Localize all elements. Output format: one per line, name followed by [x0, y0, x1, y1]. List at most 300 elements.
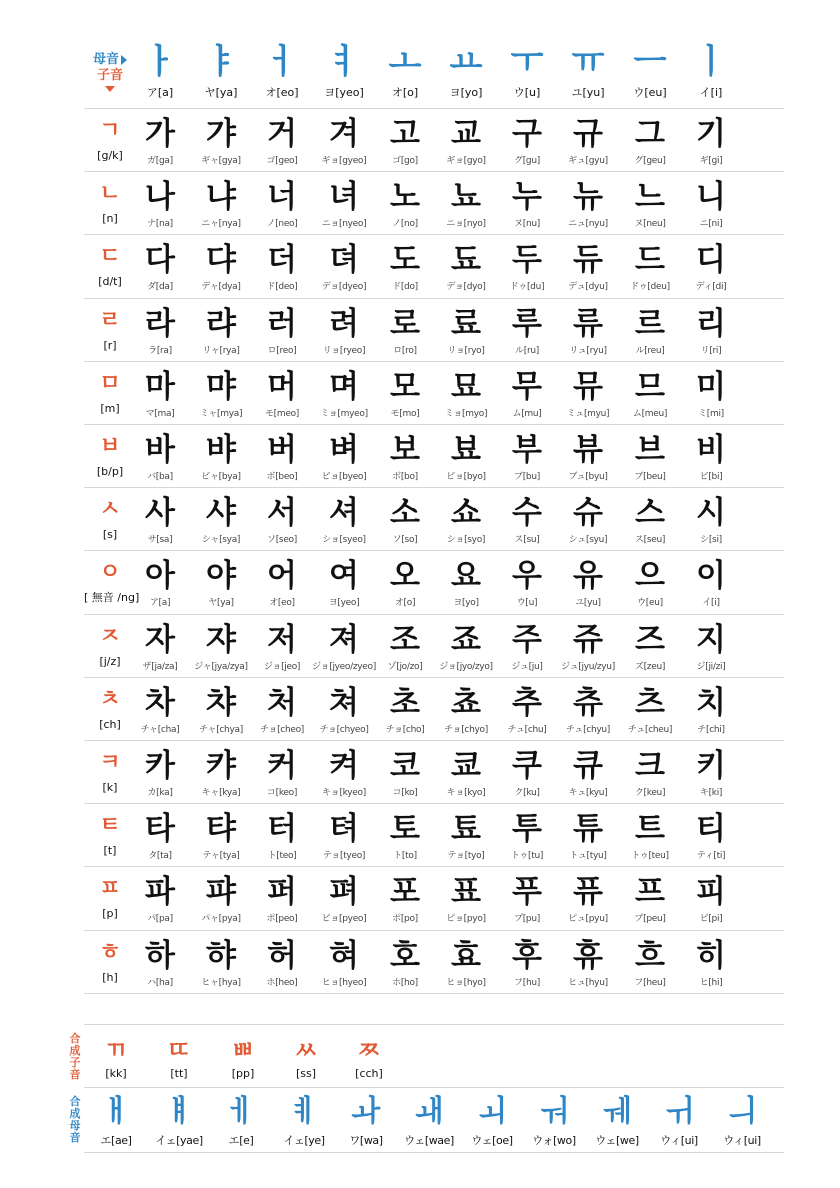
double-consonant-jamo: ㅃ — [231, 1036, 255, 1064]
consonant-jamo: ㄹ — [99, 308, 121, 333]
syllable: 흐 — [635, 938, 665, 974]
syllable-cell — [495, 559, 559, 609]
syllable-reading: ジ[ji/zi] — [696, 662, 726, 672]
syllable-reading: チョ[cheo] — [259, 725, 305, 735]
syllable: 저 — [267, 622, 297, 658]
syllable-reading: ロ[ro] — [393, 346, 417, 356]
syllable-reading: キ[ki] — [699, 788, 723, 798]
syllable-reading: ビ[bi] — [699, 472, 723, 482]
syllable-cell — [373, 939, 437, 989]
syllable: 도 — [390, 242, 420, 278]
syllable-cell — [556, 812, 620, 862]
syllable-cell — [312, 749, 376, 799]
syllable-cell — [312, 559, 376, 609]
syllable-cell — [618, 812, 682, 862]
syllable: 켜 — [329, 748, 359, 784]
syllable: 누 — [512, 179, 542, 215]
compound-vowel-jamo: ㅝ — [539, 1094, 569, 1129]
compound-vowel-cell — [209, 1096, 273, 1148]
compound-vowel-jamo: ㅐ — [101, 1094, 131, 1129]
consonant-romanization: [b/p] — [96, 465, 124, 478]
double-consonant-cell — [337, 1037, 401, 1081]
syllable-cell — [189, 686, 253, 736]
consonant-row — [84, 867, 784, 930]
compound-vowel-cell — [522, 1096, 586, 1148]
syllable-reading: モ[meo] — [264, 409, 300, 419]
double-consonant-jamo: ㅉ — [357, 1036, 381, 1064]
vowel-jamo: ㅜ — [510, 42, 544, 82]
syllable: 표 — [451, 874, 481, 910]
syllable: 주 — [512, 622, 542, 658]
syllable-cell — [373, 559, 437, 609]
consonant-jamo: ㅁ — [99, 371, 121, 396]
syllable: 머 — [267, 369, 297, 405]
syllable-cell — [189, 875, 253, 925]
consonant-romanization: [j/z] — [99, 655, 121, 668]
syllable: 챠 — [206, 685, 236, 721]
syllable-reading: ニャ[nya] — [201, 219, 241, 229]
syllable-cell — [434, 623, 498, 673]
syllable: 고 — [390, 116, 420, 152]
consonant-romanization: [t] — [103, 844, 117, 857]
syllable-reading: チュ[cheu] — [627, 725, 673, 735]
vowel-reading: オ[o] — [391, 86, 419, 99]
syllable: 초 — [390, 685, 420, 721]
vowel-reading: ヨ[yo] — [449, 86, 483, 99]
syllable: 카 — [145, 748, 175, 784]
syllable-reading: パャ[pya] — [201, 914, 241, 924]
syllable-cell — [495, 939, 559, 989]
consonant-jamo: ㄴ — [99, 181, 121, 206]
arrow-right-icon — [121, 55, 127, 65]
syllable: 키 — [696, 748, 726, 784]
syllable: 기 — [696, 116, 726, 152]
syllable-cell — [679, 370, 743, 420]
consonant-jamo: ㅎ — [99, 940, 121, 965]
syllable-reading: テョ[tyo] — [447, 851, 485, 861]
syllable: 뇨 — [451, 179, 481, 215]
syllable-reading: テャ[tya] — [202, 851, 240, 861]
consonant-jamo: ㅌ — [99, 813, 121, 838]
consonant-row — [84, 299, 784, 362]
vowel-cell — [250, 44, 314, 100]
vowel-jamo: ㅑ — [204, 42, 238, 82]
double-consonant-jamo: ㅆ — [294, 1036, 318, 1064]
consonant-row — [84, 109, 784, 172]
syllable-cell — [679, 180, 743, 230]
syllable: 비 — [696, 432, 726, 468]
syllable: 리 — [696, 306, 726, 342]
vowel-reading: ア[a] — [146, 86, 174, 99]
syllable: 혀 — [329, 938, 359, 974]
syllable-cell — [312, 243, 376, 293]
syllable: 죠 — [451, 622, 481, 658]
syllable: 차 — [145, 685, 175, 721]
consonant-row — [84, 172, 784, 235]
vowel-jamo: ㅕ — [327, 42, 361, 82]
syllable-reading: ギャ[gya] — [201, 156, 241, 166]
vowel-reading: ウ[u] — [513, 86, 541, 99]
syllable-cell — [128, 370, 192, 420]
syllable-cell — [556, 370, 620, 420]
syllable-cell — [373, 370, 437, 420]
vowel-cell — [189, 44, 253, 100]
syllable-cell — [434, 370, 498, 420]
syllable-cell — [128, 117, 192, 167]
syllable: 지 — [696, 622, 726, 658]
syllable-cell — [556, 496, 620, 546]
syllable: 트 — [635, 811, 665, 847]
syllable-reading: ガ[ga] — [147, 156, 173, 166]
syllable-reading: バ[ba] — [147, 472, 173, 482]
syllable-cell — [556, 307, 620, 357]
syllable: 부 — [512, 432, 542, 468]
syllable-cell — [250, 875, 314, 925]
syllable-reading: ゴ[go] — [392, 156, 418, 166]
syllable: 오 — [390, 558, 420, 594]
syllable-reading: ピョ[pyo] — [446, 914, 486, 924]
syllable-cell — [189, 749, 253, 799]
compound-vowel-cell — [397, 1096, 461, 1148]
compound-vowel-reading: イェ[yae] — [155, 1134, 203, 1147]
vowel-jamo: ㅡ — [633, 42, 667, 82]
syllable: 호 — [390, 938, 420, 974]
syllable-cell — [373, 496, 437, 546]
syllable-reading: チョ[chyo] — [444, 725, 488, 735]
syllable-cell — [679, 749, 743, 799]
compound-vowel-reading: イェ[ye] — [283, 1134, 325, 1147]
vowel-cell — [618, 44, 682, 100]
vowel-reading: ヤ[ya] — [204, 86, 238, 99]
double-consonant-jamo: ㄲ — [104, 1036, 128, 1064]
syllable-cell — [189, 433, 253, 483]
syllable-reading: キュ[kyu] — [568, 788, 608, 798]
syllable-cell — [679, 433, 743, 483]
syllable-cell — [312, 433, 376, 483]
syllable-reading: ブ[beu] — [634, 472, 666, 482]
syllable-reading: ギョ[gyeo] — [321, 156, 367, 166]
syllable-cell — [434, 939, 498, 989]
syllable: 피 — [696, 874, 726, 910]
syllable-cell — [373, 812, 437, 862]
syllable: 츄 — [573, 685, 603, 721]
syllable-cell — [312, 875, 376, 925]
compound-vowel-reading: エ[ae] — [100, 1134, 132, 1147]
double-consonant-romanization: [kk] — [105, 1067, 127, 1080]
compound-vowel-label — [68, 1096, 82, 1144]
syllable: 니 — [696, 179, 726, 215]
syllable-reading: ミョ[myo] — [444, 409, 488, 419]
syllable-reading: ショ[syeo] — [322, 535, 366, 545]
compound-vowel-reading: ワ[wa] — [349, 1134, 383, 1147]
syllable-cell — [556, 623, 620, 673]
syllable: 더 — [267, 242, 297, 278]
compound-vowel-cell — [272, 1096, 336, 1148]
consonant-romanization: [h] — [102, 971, 118, 984]
syllable: 탸 — [206, 811, 236, 847]
syllable-reading: グ[gu] — [514, 156, 540, 166]
syllable-reading: ボ[beo] — [266, 472, 298, 482]
syllable-reading: ソ[seo] — [267, 535, 297, 545]
syllable: 즈 — [635, 622, 665, 658]
syllable-reading: パ[pa] — [147, 914, 173, 924]
syllable-reading: チュ[chu] — [507, 725, 547, 735]
compound-vowel-jamo: ㅢ — [727, 1094, 757, 1129]
syllable-reading: ゾ[jo/zo] — [387, 662, 423, 672]
compound-vowel-cell — [710, 1096, 774, 1148]
syllable: 르 — [635, 306, 665, 342]
syllable-reading: トゥ[tu] — [510, 851, 544, 861]
syllable-cell — [250, 243, 314, 293]
syllable-cell — [434, 875, 498, 925]
syllable: 추 — [512, 685, 542, 721]
syllable-cell — [312, 370, 376, 420]
syllable: 큐 — [573, 748, 603, 784]
syllable-cell — [434, 117, 498, 167]
double-consonant-romanization: [pp] — [231, 1067, 255, 1080]
syllable: 모 — [390, 369, 420, 405]
syllable: 쿠 — [512, 748, 542, 784]
label-char: 母 — [69, 1119, 81, 1132]
syllable-cell — [128, 749, 192, 799]
double-consonant-cell — [84, 1037, 148, 1081]
syllable-reading: ニョ[nyeo] — [321, 219, 367, 229]
syllable-reading: フ[hu] — [514, 978, 540, 988]
section-divider — [84, 1152, 784, 1153]
syllable: 므 — [635, 369, 665, 405]
syllable-cell — [128, 559, 192, 609]
syllable-cell — [250, 180, 314, 230]
syllable-reading: サ[sa] — [147, 535, 173, 545]
compound-vowel-reading: エ[e] — [228, 1134, 254, 1147]
syllable-cell — [434, 180, 498, 230]
syllable-cell — [679, 812, 743, 862]
syllable-reading: シ[si] — [700, 535, 722, 545]
syllable-reading: チョ[chyeo] — [319, 725, 369, 735]
syllable-cell — [128, 496, 192, 546]
vowel-reading: ヨ[yeo] — [324, 86, 364, 99]
syllable-reading: ジョ[jyeo/zyeo] — [312, 662, 376, 672]
syllable: 로 — [390, 306, 420, 342]
consonant-jamo: ㅇ — [99, 560, 121, 585]
syllable-cell — [679, 623, 743, 673]
syllable-reading: タ[ta] — [148, 851, 172, 861]
syllable-cell — [373, 243, 437, 293]
syllable-reading: ポ[peo] — [266, 914, 298, 924]
syllable: 류 — [573, 306, 603, 342]
syllable: 이 — [696, 558, 726, 594]
syllable-reading: イ[i] — [702, 598, 720, 608]
syllable: 랴 — [206, 306, 236, 342]
syllable: 티 — [696, 811, 726, 847]
syllable-reading: ゴ[geo] — [266, 156, 298, 166]
consonant-romanization: [m] — [100, 402, 120, 415]
syllable-reading: キョ[kyo] — [446, 788, 486, 798]
syllable-reading: ミュ[myu] — [566, 409, 610, 419]
syllable: 프 — [635, 874, 665, 910]
syllable-reading: チャ[cha] — [140, 725, 180, 735]
syllable-cell — [189, 180, 253, 230]
vowel-header-row — [84, 42, 784, 108]
syllable-cell — [618, 307, 682, 357]
syllable-cell — [312, 496, 376, 546]
double-consonant-cell — [274, 1037, 338, 1081]
syllable-reading: ロ[reo] — [267, 346, 297, 356]
vowel-cell — [128, 44, 192, 100]
syllable-cell — [618, 559, 682, 609]
syllable-reading: キャ[kya] — [201, 788, 241, 798]
syllable-reading: ドゥ[deu] — [630, 282, 670, 292]
vowel-cell — [373, 44, 437, 100]
compound-vowel-cell — [647, 1096, 711, 1148]
syllable: 냐 — [206, 179, 236, 215]
syllable: 바 — [145, 432, 175, 468]
syllable-cell — [128, 686, 192, 736]
syllable-reading: ジュ[ju] — [511, 662, 543, 672]
syllable-cell — [250, 939, 314, 989]
syllable-reading: ブュ[byu] — [568, 472, 608, 482]
vowel-jamo: ㅏ — [143, 42, 177, 82]
syllable-reading: ブ[bu] — [514, 472, 540, 482]
syllable-cell — [679, 559, 743, 609]
syllable-reading: ム[meu] — [632, 409, 668, 419]
syllable: 갸 — [206, 116, 236, 152]
syllable: 햐 — [206, 938, 236, 974]
syllable: 치 — [696, 685, 726, 721]
syllable-cell — [556, 686, 620, 736]
syllable-cell — [250, 686, 314, 736]
syllable: 노 — [390, 179, 420, 215]
syllable: 자 — [145, 622, 175, 658]
vowel-reading: ユ[yu] — [571, 86, 605, 99]
syllable: 뷰 — [573, 432, 603, 468]
syllable-cell — [434, 307, 498, 357]
syllable-reading: ド[do] — [392, 282, 418, 292]
syllable-reading: ム[mu] — [512, 409, 542, 419]
syllable-cell — [434, 749, 498, 799]
syllable: 됴 — [451, 242, 481, 278]
syllable-cell — [556, 180, 620, 230]
syllable-reading: ト[to] — [393, 851, 417, 861]
syllable: 조 — [390, 622, 420, 658]
consonant-jamo: ㅋ — [99, 750, 121, 775]
syllable: 먀 — [206, 369, 236, 405]
consonant-row — [84, 488, 784, 551]
vowel-cell — [556, 44, 620, 100]
syllable-cell — [189, 370, 253, 420]
syllable-cell — [556, 559, 620, 609]
syllable-reading: プ[peu] — [634, 914, 666, 924]
syllable-reading: ル[ru] — [515, 346, 539, 356]
syllable-reading: ジャ[jya/zya] — [194, 662, 248, 672]
syllable-cell — [128, 812, 192, 862]
syllable-reading: カ[ka] — [147, 788, 173, 798]
syllable: 샤 — [206, 495, 236, 531]
syllable-cell — [250, 623, 314, 673]
syllable-cell — [618, 939, 682, 989]
syllable: 퓨 — [573, 874, 603, 910]
syllable-cell — [250, 496, 314, 546]
vowel-reading: イ[i] — [699, 86, 723, 99]
double-consonant-label — [68, 1033, 82, 1081]
consonant-romanization: [ch] — [99, 718, 121, 731]
syllable-reading: ウ[u] — [516, 598, 538, 608]
syllable-cell — [189, 243, 253, 293]
syllable-reading: リャ[rya] — [202, 346, 240, 356]
syllable-reading: ティ[ti] — [696, 851, 726, 861]
syllable-reading: ホ[ho] — [392, 978, 418, 988]
syllable: 슈 — [573, 495, 603, 531]
syllable-reading: ニョ[nyo] — [446, 219, 486, 229]
syllable: 하 — [145, 938, 175, 974]
syllable: 마 — [145, 369, 175, 405]
syllable-reading: トュ[tyu] — [569, 851, 607, 861]
syllable-cell — [373, 623, 437, 673]
syllable: 느 — [635, 179, 665, 215]
syllable-cell — [189, 812, 253, 862]
label-char: 成 — [69, 1044, 81, 1057]
label-char: 音 — [69, 1068, 81, 1081]
syllable-reading: ダ[da] — [147, 282, 173, 292]
syllable-reading: シュ[syu] — [568, 535, 608, 545]
consonant-row — [84, 425, 784, 488]
syllable: 쥬 — [573, 622, 603, 658]
syllable-cell — [128, 939, 192, 989]
double-consonant-romanization: [cch] — [355, 1067, 383, 1080]
syllable-cell — [618, 117, 682, 167]
syllable-reading: ニュ[nyu] — [568, 219, 608, 229]
syllable-cell — [128, 875, 192, 925]
syllable-cell — [128, 623, 192, 673]
syllable-cell — [250, 370, 314, 420]
syllable: 댜 — [206, 242, 236, 278]
syllable: 히 — [696, 938, 726, 974]
syllable-cell — [618, 370, 682, 420]
vowel-cell — [495, 44, 559, 100]
syllable: 야 — [206, 558, 236, 594]
syllable-cell — [373, 307, 437, 357]
syllable: 소 — [390, 495, 420, 531]
consonant-romanization: [r] — [103, 339, 117, 352]
syllable: 어 — [267, 558, 297, 594]
syllable: 툐 — [451, 811, 481, 847]
compound-vowel-jamo: ㅘ — [351, 1094, 381, 1129]
syllable-reading: ビョ[byo] — [446, 472, 486, 482]
syllable-reading: ボ[bo] — [392, 472, 418, 482]
syllable: 텨 — [329, 811, 359, 847]
compound-vowel-section — [69, 1088, 784, 1152]
syllable-cell — [495, 243, 559, 293]
syllable-reading: ハ[ha] — [147, 978, 173, 988]
syllable: 셔 — [329, 495, 359, 531]
consonant-romanization: [p] — [102, 907, 118, 920]
syllable: 뵤 — [451, 432, 481, 468]
syllable-cell — [679, 496, 743, 546]
consonant-romanization: [d/t] — [98, 275, 122, 288]
syllable-reading: ホ[heo] — [266, 978, 298, 988]
syllable: 뎌 — [329, 242, 359, 278]
syllable: 뱌 — [206, 432, 236, 468]
compound-vowel-jamo: ㅒ — [164, 1094, 194, 1129]
syllable: 루 — [512, 306, 542, 342]
syllable-reading: ジョ[jyo/zyo] — [439, 662, 493, 672]
syllable: 겨 — [329, 116, 359, 152]
syllable: 터 — [267, 811, 297, 847]
syllable: 푸 — [512, 874, 542, 910]
syllable-cell — [495, 117, 559, 167]
syllable-cell — [618, 496, 682, 546]
consonant-romanization: [ 無音 /ng] — [84, 591, 140, 604]
